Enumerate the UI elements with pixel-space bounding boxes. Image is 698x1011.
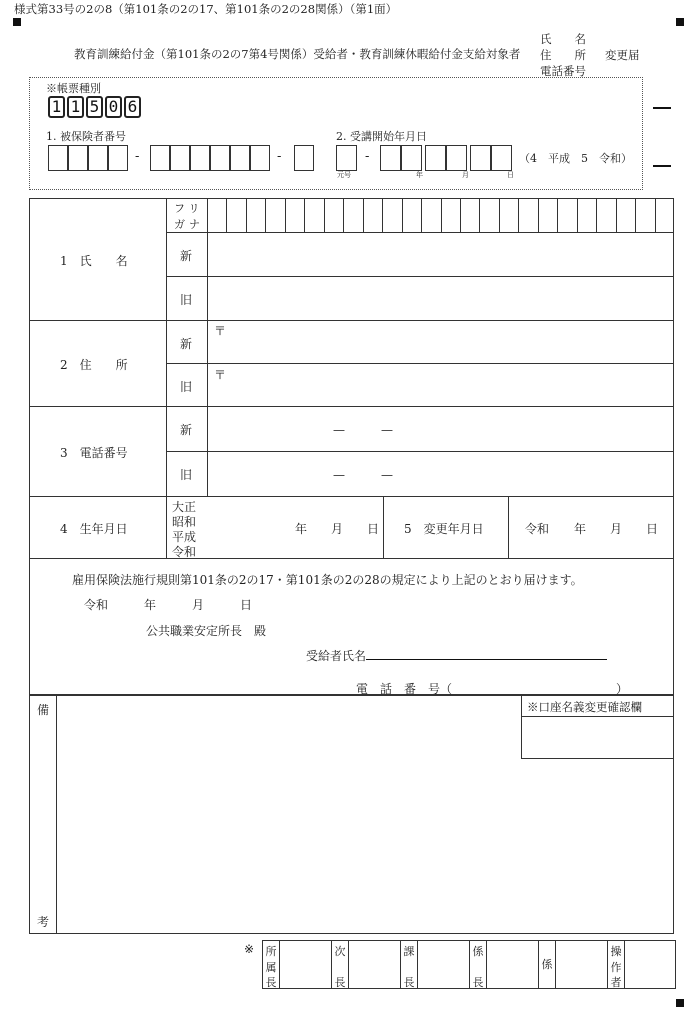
- stamp-divider: [400, 940, 401, 989]
- stamp-label-char: 操: [610, 945, 622, 958]
- declaration-phone-close: ）: [616, 682, 629, 696]
- stamp-label-divider: [624, 940, 625, 989]
- course-date-cell: [401, 145, 422, 171]
- col-line: [166, 198, 167, 558]
- furigana-cell-divider: [655, 198, 656, 232]
- form-type-digit: 6: [124, 96, 141, 118]
- era-showa: 昭和: [172, 515, 197, 529]
- furigana-label: フリ: [174, 202, 204, 215]
- stamp-divider: [538, 940, 539, 989]
- form-type-digit: 1: [48, 96, 65, 118]
- stamp-label-char: 者: [610, 976, 622, 989]
- stamp-label-char: 属: [265, 961, 277, 974]
- furigana-cell-divider: [363, 198, 364, 232]
- declaration-date: 令和 年 月 日: [84, 598, 253, 612]
- corner-marker-top-right: [676, 18, 684, 26]
- phone-new-label: 新: [180, 423, 193, 437]
- account-check-divider: [521, 716, 674, 717]
- declaration-phone-label: 電 話 番 号（: [356, 682, 453, 696]
- insured-number-cell: [250, 145, 270, 171]
- form-title: 教育訓練給付金（第101条の2の7第4号関係）受給者・教育訓練休暇給付金支給対象者: [74, 47, 521, 61]
- dob-label: 4 生年月日: [60, 522, 128, 536]
- stamp-divider: [331, 940, 332, 989]
- course-date-cell: [470, 145, 491, 171]
- corner-marker-top-left: [13, 18, 21, 26]
- furigana-cell-divider: [538, 198, 539, 232]
- recipient-name-underline: [366, 659, 607, 660]
- row-line: [166, 232, 674, 233]
- insured-number-cell: [294, 145, 314, 171]
- change-label: 変更届: [605, 48, 640, 62]
- insured-number-cell: [210, 145, 230, 171]
- stamp-label-divider: [555, 940, 556, 989]
- row-line: [29, 496, 674, 497]
- stamp-label-divider: [486, 940, 487, 989]
- furigana-label: ガナ: [174, 218, 204, 231]
- col-line: [383, 496, 384, 558]
- insured-number-cell: [190, 145, 210, 171]
- stamp-mark: ※: [244, 942, 255, 956]
- insured-number-separator: -: [135, 149, 140, 164]
- stamp-label-char: 長: [265, 976, 277, 989]
- stamp-label-char: 係: [472, 945, 484, 958]
- addressee: 公共職業安定所長 殿: [146, 624, 267, 638]
- course-date-cell: [425, 145, 446, 171]
- course-date-separator: -: [365, 149, 370, 164]
- remarks-divider: [56, 695, 57, 934]
- change-item-address: 住 所: [540, 48, 586, 62]
- era-caption: 元号: [337, 171, 351, 179]
- course-era-cell: [336, 145, 357, 171]
- insured-number-separator: -: [277, 149, 282, 164]
- furigana-cell-divider: [304, 198, 305, 232]
- ocr-marker-lower: [653, 165, 671, 167]
- furigana-cell-divider: [226, 198, 227, 232]
- stamp-label-divider: [348, 940, 349, 989]
- furigana-cell-divider: [324, 198, 325, 232]
- stamp-label-char: 作: [610, 961, 622, 974]
- insured-number-cell: [88, 145, 108, 171]
- course-date-cell: [446, 145, 467, 171]
- era-taisho: 大正: [172, 500, 197, 514]
- era-heisei: 平成: [172, 530, 197, 544]
- era-reiwa: 令和: [172, 545, 197, 559]
- era-note: （4 平成 5 令和）: [519, 152, 632, 165]
- phone-row-label: 3 電話番号: [60, 446, 128, 460]
- row-line: [29, 320, 674, 321]
- change-item-phone: 電話番号: [540, 64, 586, 78]
- address-new-label: 新: [180, 337, 193, 351]
- stamp-label-char: 長: [334, 976, 346, 989]
- row-line: [29, 406, 674, 407]
- furigana-cell-divider: [441, 198, 442, 232]
- course-start-label: 2. 受講開始年月日: [336, 130, 427, 143]
- insured-number-cell: [170, 145, 190, 171]
- phone-old-dashes: — —: [333, 468, 394, 482]
- row-line: [166, 451, 674, 452]
- col-line: [207, 198, 208, 496]
- stamp-label-char: 所: [265, 945, 277, 958]
- insured-number-cell: [150, 145, 170, 171]
- form-type-digit: 5: [86, 96, 103, 118]
- furigana-cell-divider: [479, 198, 480, 232]
- stamp-divider: [469, 940, 470, 989]
- change-ymd: 年 月 日: [574, 522, 659, 536]
- furigana-cell-divider: [402, 198, 403, 232]
- phone-old-label: 旧: [180, 468, 193, 482]
- col-line: [508, 496, 509, 558]
- row-line: [166, 276, 674, 277]
- address-old-label: 旧: [180, 380, 193, 394]
- insured-number-label: 1. 被保険者番号: [46, 130, 126, 143]
- furigana-cell-divider: [596, 198, 597, 232]
- stamp-label-divider: [279, 940, 280, 989]
- furigana-cell-divider: [285, 198, 286, 232]
- stamp-divider: [607, 940, 608, 989]
- change-item-name: 氏 名: [540, 32, 586, 46]
- declaration-text: 雇用保険法施行規則第101条の2の17・第101条の2の28の規定により上記のとおり届けます。: [72, 573, 583, 587]
- stamp-label-char: 係: [541, 958, 553, 971]
- address-row-label: 2 住 所: [60, 358, 128, 372]
- form-type-label: ※帳票種別: [46, 82, 101, 95]
- furigana-cell-divider: [460, 198, 461, 232]
- row-line: [166, 363, 674, 364]
- furigana-cell-divider: [343, 198, 344, 232]
- furigana-cell-divider: [518, 198, 519, 232]
- furigana-cell-divider: [499, 198, 500, 232]
- furigana-cell-divider: [421, 198, 422, 232]
- day-caption: 日: [507, 171, 514, 179]
- account-check-label: ※口座名義変更確認欄: [527, 700, 642, 714]
- furigana-cell-divider: [616, 198, 617, 232]
- change-date-label: 5 変更年月日: [404, 522, 484, 536]
- form-number: 様式第33号の2の8（第101条の2の17、第101条の2の28関係）（第1面）: [14, 2, 398, 16]
- remarks-label-bottom: 考: [37, 915, 50, 929]
- postal-mark-new: 〒: [214, 324, 227, 338]
- dob-ymd: 年 月 日: [295, 522, 380, 536]
- course-date-cell: [491, 145, 512, 171]
- row-line: [29, 558, 674, 559]
- stamp-label-char: 長: [403, 976, 415, 989]
- insured-number-cell: [230, 145, 250, 171]
- stamp-label-char: 課: [403, 945, 415, 958]
- stamp-label-divider: [417, 940, 418, 989]
- year-caption: 年: [416, 171, 423, 179]
- name-row-label: 1 氏 名: [60, 254, 128, 268]
- furigana-cell-divider: [382, 198, 383, 232]
- recipient-name-label: 受給者氏名: [306, 649, 367, 663]
- form-type-digit: 0: [105, 96, 122, 118]
- insured-number-cell: [68, 145, 88, 171]
- furigana-cell-divider: [265, 198, 266, 232]
- course-date-cell: [380, 145, 401, 171]
- insured-number-cell: [108, 145, 128, 171]
- furigana-cell-divider: [577, 198, 578, 232]
- stamp-label-char: 長: [472, 976, 484, 989]
- furigana-cell-divider: [246, 198, 247, 232]
- corner-marker-bottom-right: [676, 999, 684, 1007]
- remarks-label-top: 備: [37, 703, 50, 717]
- postal-mark-old: 〒: [214, 368, 227, 382]
- furigana-cell-divider: [635, 198, 636, 232]
- form-type-digit: 1: [67, 96, 84, 118]
- name-old-label: 旧: [180, 293, 193, 307]
- name-new-label: 新: [180, 249, 193, 263]
- ocr-marker-upper: [653, 107, 671, 109]
- phone-new-dashes: — —: [333, 423, 394, 437]
- insured-number-cell: [48, 145, 68, 171]
- change-era: 令和: [525, 522, 550, 536]
- stamp-label-char: 次: [334, 945, 346, 958]
- month-caption: 月: [462, 171, 469, 179]
- furigana-cell-divider: [557, 198, 558, 232]
